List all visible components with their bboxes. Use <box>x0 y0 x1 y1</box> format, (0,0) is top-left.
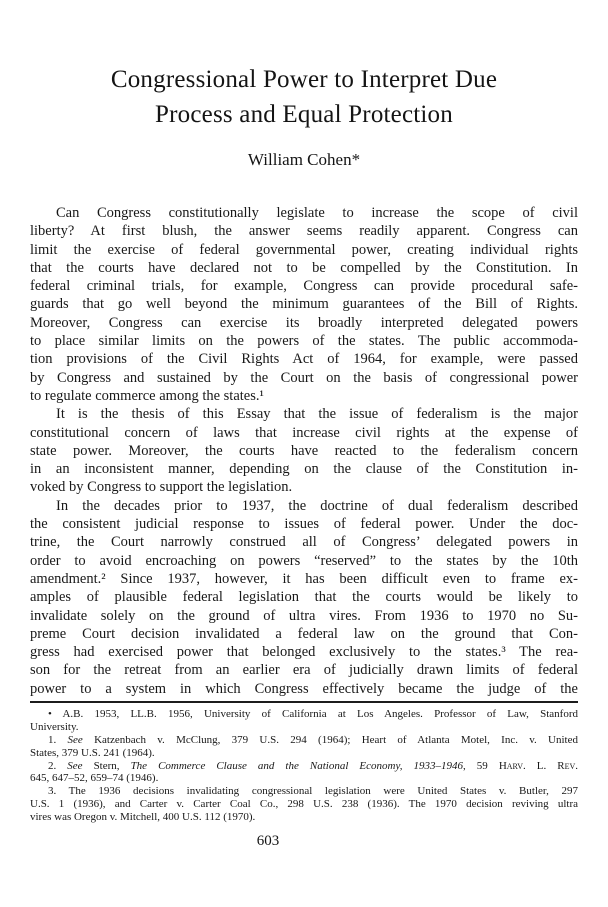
body-line: tion provisions of the Civil Rights Act of 1964, for example, were passed <box>30 351 578 368</box>
text-segment: 645, 647–52, 659–74 (1946). <box>30 772 159 785</box>
text-segment: The Commerce Clause and the National Economy, 1933–1946 <box>130 759 464 772</box>
body-line: that the courts have declared not to be compelled by the Constitution. In <box>30 259 578 276</box>
text-segment: • A.B. 1953, LL.B. 1956, University of California at Los Angeles. Professor of Law, Stanford <box>48 708 578 721</box>
body-line: limit the exercise of federal governmental power, creating individual rights <box>30 241 578 258</box>
body-line: state power. Moreover, the courts have reacted to the federalism concern <box>30 442 578 459</box>
footnote-line <box>30 760 578 773</box>
article-title <box>30 62 578 132</box>
text-segment: See <box>67 759 83 772</box>
text-segment: Harv. L. Rev. <box>498 759 578 772</box>
footnote-line <box>30 734 578 747</box>
body-line: in an inconsistent manner, depending on the clause of the Constitution in- <box>30 461 578 478</box>
body-line: In the decades prior to 1937, the doctrine of dual federalism described <box>56 497 578 514</box>
text-segment: See <box>67 733 83 746</box>
body-line: preme Court decision invalidated a federal law on the ground that Con- <box>30 625 578 642</box>
text-segment: , 59 <box>463 759 499 772</box>
footnote-line <box>30 721 578 734</box>
text-segment: 3. The 1936 decisions invalidating congressional legislation were United States v. Butler, 297 <box>48 785 578 798</box>
body-line: federal criminal trials, for example, Congress can provide procedural safe- <box>30 278 578 295</box>
text-segment: Katzenbach v. McClung, 379 U.S. 294 (1964); Heart of Atlanta Motel, Inc. v. United <box>82 733 578 746</box>
footnote-line <box>30 811 578 824</box>
article-title-line-1: Congressional Power to Interpret Due <box>110 66 498 93</box>
footnote-line <box>30 772 578 785</box>
text-segment: Stern, <box>82 759 131 772</box>
body-line: constitutional concern of laws that increase civil rights at the expense of <box>30 424 578 441</box>
text-segment: vires was Oregon v. Mitchell, 400 U.S. 112 (1970). <box>30 811 256 824</box>
page-content <box>30 0 578 850</box>
text-segment: University. <box>30 720 79 733</box>
footnote-line <box>30 747 578 760</box>
body-line: gress had exercised power that belonged exclusively to the states.³ The rea- <box>30 644 578 661</box>
body-line: invalidate solely on the ground of ultra vires. From 1936 to 1970 no Su- <box>30 607 578 624</box>
body-line: to regulate commerce among the states.¹ <box>30 387 264 404</box>
body-line: by Congress and sustained by the Court on the basis of congressional power <box>30 369 578 386</box>
body-line: amples of plausible federal legislation that the courts would be likely to <box>30 589 578 606</box>
footnote-line <box>30 785 578 798</box>
article-author: William Cohen* <box>247 150 361 169</box>
page-number: 603 <box>256 833 280 850</box>
text-segment: U.S. 1 (1936), and Carter v. Carter Coal Co., 298 U.S. 238 (1936). The 1970 decision reviving ultra <box>30 798 578 811</box>
body-line: Can Congress constitutionally legislate to increase the scope of civil <box>56 205 578 221</box>
body-line: order to avoid encroaching on powers “reserved” to the states by the 10th <box>30 552 578 569</box>
footnote-line <box>30 708 578 721</box>
body-line: son for the retreat from an earlier era of judicially drawn limits of federal <box>30 662 578 679</box>
body-line: liberty? At first blush, the answer seems readily apparent. Congress can <box>30 223 578 240</box>
footnotes <box>30 708 578 824</box>
text-segment: 1. <box>48 733 68 746</box>
body-line: amendment.² Since 1937, however, it has been difficult even to frame ex- <box>30 570 578 587</box>
article-title-line-2: Process and Equal Protection <box>155 101 453 128</box>
text-segment: States, 379 U.S. 241 (1964). <box>30 746 155 759</box>
body-line: Moreover, Congress can exercise its broadly interpreted delegated powers <box>30 314 578 331</box>
footnote-separator <box>30 701 578 703</box>
body-line: It is the thesis of this Essay that the issue of federalism is the major <box>56 406 578 423</box>
body-line: voked by Congress to support the legislation. <box>30 479 293 496</box>
body-line: power to a system in which Congress effectively became the judge of the <box>30 680 578 697</box>
text-segment: 2. <box>48 759 68 772</box>
body-line: trine, the Court narrowly construed all of Congress’ delegated powers in <box>30 534 578 551</box>
body-line: guards that go well beyond the minimum guarantees of the Bill of Rights. <box>30 296 578 313</box>
footnote-line <box>30 798 578 811</box>
article-body <box>30 204 578 698</box>
body-line: to place similar limits on the powers of the states. The public accommoda- <box>30 333 578 350</box>
body-line: the consistent judicial response to issues of federal power. Under the doc- <box>30 516 578 533</box>
